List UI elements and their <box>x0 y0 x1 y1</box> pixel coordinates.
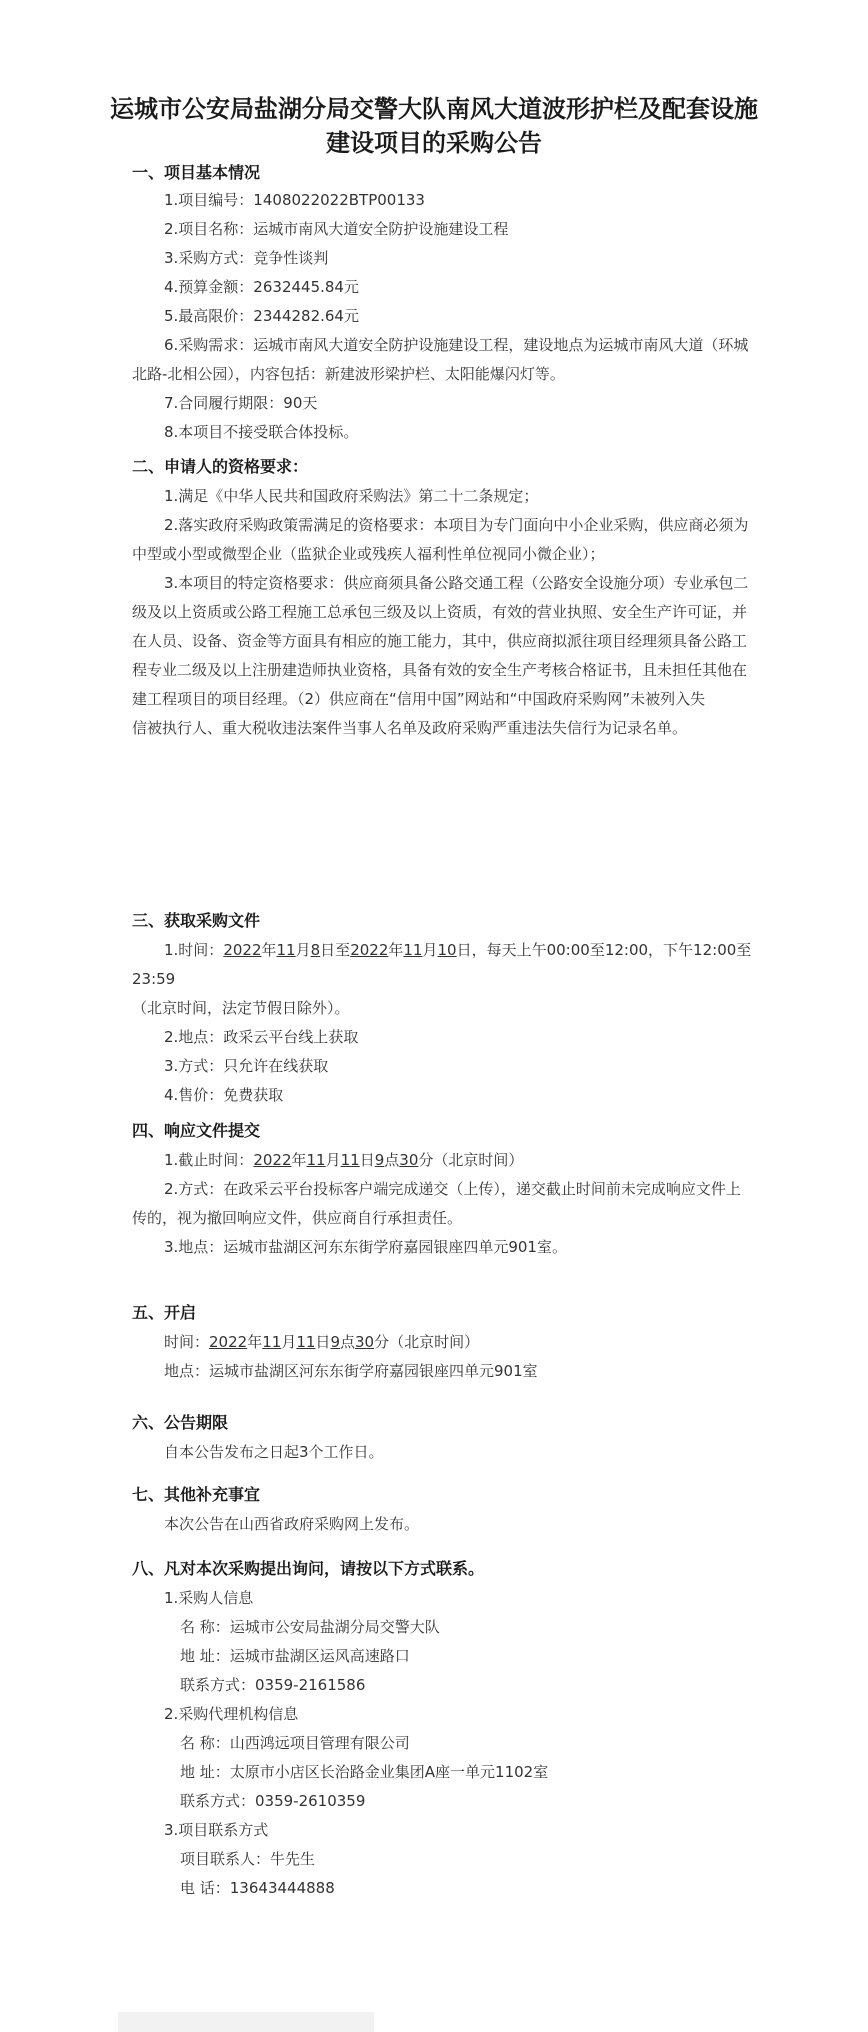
s8-agent-name: 名 称：山西鸿远项目管理有限公司 <box>180 1734 410 1752</box>
s8-contact-phone: 电 话：13643444888 <box>180 1879 335 1897</box>
s4-year: 2022 <box>253 1151 292 1169</box>
s2-item-3-cont-1: 级及以上资质或公路工程施工总承包三级及以上资质，有效的营业执照、安全生产许可证，并 <box>132 603 748 621</box>
s4-month: 11 <box>306 1151 326 1169</box>
section-8-items <box>132 1584 788 1903</box>
title-line-2: 建设项目的采购公告 <box>326 129 542 157</box>
s7-text: 本次公告在山西省政府采购网上发布。 <box>164 1515 420 1533</box>
section-1-heading: 一、项目基本情况 <box>132 163 261 182</box>
section-2-items <box>132 482 788 743</box>
s5-text-2: 月 <box>281 1333 297 1351</box>
s2-item-3-cont-5: 信被执行人、重大税收违法案件当事人名单及政府采购严重违法失信行为记录名单。 <box>132 719 688 737</box>
section-4-items <box>132 1146 788 1262</box>
s5-place: 地点：运城市盐湖区河东东街学府嘉园银座四单元901室 <box>164 1362 538 1380</box>
s2-item-3-cont-4: 建工程项目的项目经理。（2）供应商在“信用中国”网站和“中国政府采购网”未被列入失 <box>132 690 706 708</box>
s3-text-5: 月 <box>422 941 438 959</box>
s8-agent-addr: 地 址：太原市小店区长治路金业集团A座一单元1102室 <box>180 1763 549 1781</box>
s4-day: 11 <box>340 1151 360 1169</box>
s4-text-2: 月 <box>325 1151 341 1169</box>
section-5-items <box>132 1328 788 1386</box>
section-2-heading: 二、申请人的资格要求： <box>132 457 309 476</box>
s3-method: 3.方式：只允许在线获取 <box>164 1057 329 1075</box>
s4-method-2: 传的，视为撤回响应文件，供应商自行承担责任。 <box>132 1209 463 1227</box>
s1-item-6-cont: 北路-北相公园），内容包括：新建波形梁护栏、太阳能爆闪灯等。 <box>132 365 565 383</box>
section-3-heading: 三、获取采购文件 <box>132 911 261 930</box>
s3-month-1: 11 <box>276 941 296 959</box>
section-3 <box>132 908 788 934</box>
s4-text-4: 点 <box>384 1151 400 1169</box>
s5-hour: 9 <box>330 1333 340 1351</box>
s5-day: 11 <box>296 1333 316 1351</box>
section-6-heading: 六、公告期限 <box>132 1413 229 1432</box>
s4-deadline-prefix: 1.截止时间： <box>164 1151 254 1169</box>
s4-place: 3.地点：运城市盐湖区河东东街学府嘉园银座四单元901室。 <box>164 1238 567 1256</box>
s8-buyer-phone: 联系方式：0359-2161586 <box>180 1676 366 1694</box>
s2-item-3: 3.本项目的特定资格要求：供应商须具备公路交通工程（公路安全设施分项）专业承包二 <box>164 574 749 592</box>
s5-year: 2022 <box>209 1333 248 1351</box>
s8-agent-phone: 联系方式：0359-2610359 <box>180 1792 366 1810</box>
s1-item-6: 6.采购需求：运城市南风大道安全防护设施建设工程，建设地点为运城市南风大道（环城 <box>164 336 749 354</box>
s3-year-1: 2022 <box>223 941 262 959</box>
s8-buyer-title: 1.采购人信息 <box>164 1589 254 1607</box>
title-line-1: 运城市公安局盐湖分局交警大队南风大道波形护栏及配套设施 <box>110 95 758 123</box>
s3-time-prefix: 1.时间： <box>164 941 224 959</box>
s3-text-4: 年 <box>388 941 404 959</box>
s2-item-2-cont: 中型或小型或微型企业（监狱企业或残疾人福利性单位视同小微企业）； <box>132 545 605 563</box>
s2-item-2: 2.落实政府采购政策需满足的资格要求：本项目为专门面向中小企业采购，供应商必须为 <box>164 516 749 534</box>
s3-price: 4.售价：免费获取 <box>164 1086 284 1104</box>
s1-item-1: 1.项目编号：1408022022BTP00133 <box>164 191 425 209</box>
section-8 <box>132 1556 788 1582</box>
s3-text-1: 年 <box>261 941 277 959</box>
s1-item-2: 2.项目名称：运城市南风大道安全防护设施建设工程 <box>164 220 509 238</box>
s4-hour: 9 <box>374 1151 385 1169</box>
s3-time-line-2: （北京时间，法定节假日除外）。 <box>132 999 350 1017</box>
s1-item-4: 4.预算金额：2632445.84元 <box>164 278 359 296</box>
s5-time-prefix: 时间： <box>164 1333 210 1351</box>
s5-minute: 30 <box>355 1333 375 1351</box>
section-5-heading: 五、开启 <box>132 1303 197 1322</box>
s6-text: 自本公告发布之日起3个工作日。 <box>164 1443 384 1461</box>
s1-item-8: 8.本项目不接受联合体投标。 <box>164 423 359 441</box>
section-1 <box>132 160 788 186</box>
section-1-items <box>132 186 788 447</box>
section-3-items <box>132 936 788 1110</box>
s5-text-1: 年 <box>247 1333 263 1351</box>
s2-item-3-cont-2: 在人员、设备、资金等方面具有相应的施工能力，其中，供应商拟派往项目经理须具备公路工 <box>132 632 748 650</box>
s1-item-3: 3.采购方式：竞争性谈判 <box>164 249 329 267</box>
document-title <box>100 92 768 160</box>
s3-text-6: 日，每天上午00:00至12:00，下午12:00至23:59 <box>132 941 752 988</box>
s4-deadline-line <box>132 1146 788 1175</box>
section-6 <box>132 1410 788 1468</box>
s3-time-line <box>132 936 788 994</box>
section-5 <box>132 1300 788 1326</box>
s4-text-1: 年 <box>291 1151 307 1169</box>
s4-text-3: 日 <box>359 1151 375 1169</box>
s1-item-7: 7.合同履行期限：90天 <box>164 394 318 412</box>
s3-month-2: 11 <box>403 941 423 959</box>
section-7 <box>132 1482 788 1540</box>
s5-text-5: 分（北京时间） <box>374 1333 480 1351</box>
s4-text-5: 分（北京时间） <box>418 1151 524 1169</box>
s5-text-4: 点 <box>339 1333 355 1351</box>
section-8-heading: 八、凡对本次采购提出询问，请按以下方式联系。 <box>132 1559 485 1578</box>
s2-item-1: 1.满足《中华人民共和国政府采购法》第二十二条规定； <box>164 487 539 505</box>
s5-month: 11 <box>262 1333 282 1351</box>
s5-time-line <box>132 1328 788 1357</box>
section-7-heading: 七、其他补充事宜 <box>132 1485 261 1504</box>
s1-item-5: 5.最高限价：2344282.64元 <box>164 307 359 325</box>
s8-agent-title: 2.采购代理机构信息 <box>164 1705 299 1723</box>
s5-text-3: 日 <box>315 1333 331 1351</box>
s4-minute: 30 <box>399 1151 419 1169</box>
footer-bar <box>118 2012 374 2032</box>
s3-day-2: 10 <box>437 941 457 959</box>
s8-buyer-addr: 地 址：运城市盐湖区运风高速路口 <box>180 1647 410 1665</box>
s3-place: 2.地点：政采云平台线上获取 <box>164 1028 359 1046</box>
s3-year-2: 2022 <box>350 941 389 959</box>
section-4 <box>132 1118 788 1144</box>
s8-contact-person: 项目联系人：牛先生 <box>180 1850 316 1868</box>
s3-text-3: 日至 <box>320 941 351 959</box>
section-2 <box>132 454 788 480</box>
section-4-heading: 四、响应文件提交 <box>132 1121 261 1140</box>
s2-item-3-cont-3: 程专业二级及以上注册建造师执业资格，具备有效的安全生产考核合格证书，且未担任其他在 <box>132 661 748 679</box>
s3-text-2: 月 <box>295 941 311 959</box>
s4-method-1: 2.方式：在政采云平台投标客户端完成递交（上传），递交截止时间前未完成响应文件上 <box>164 1180 741 1198</box>
s8-contact-title: 3.项目联系方式 <box>164 1821 269 1839</box>
s3-day-1: 8 <box>310 941 321 959</box>
s8-buyer-name: 名 称：运城市公安局盐湖分局交警大队 <box>180 1618 440 1636</box>
